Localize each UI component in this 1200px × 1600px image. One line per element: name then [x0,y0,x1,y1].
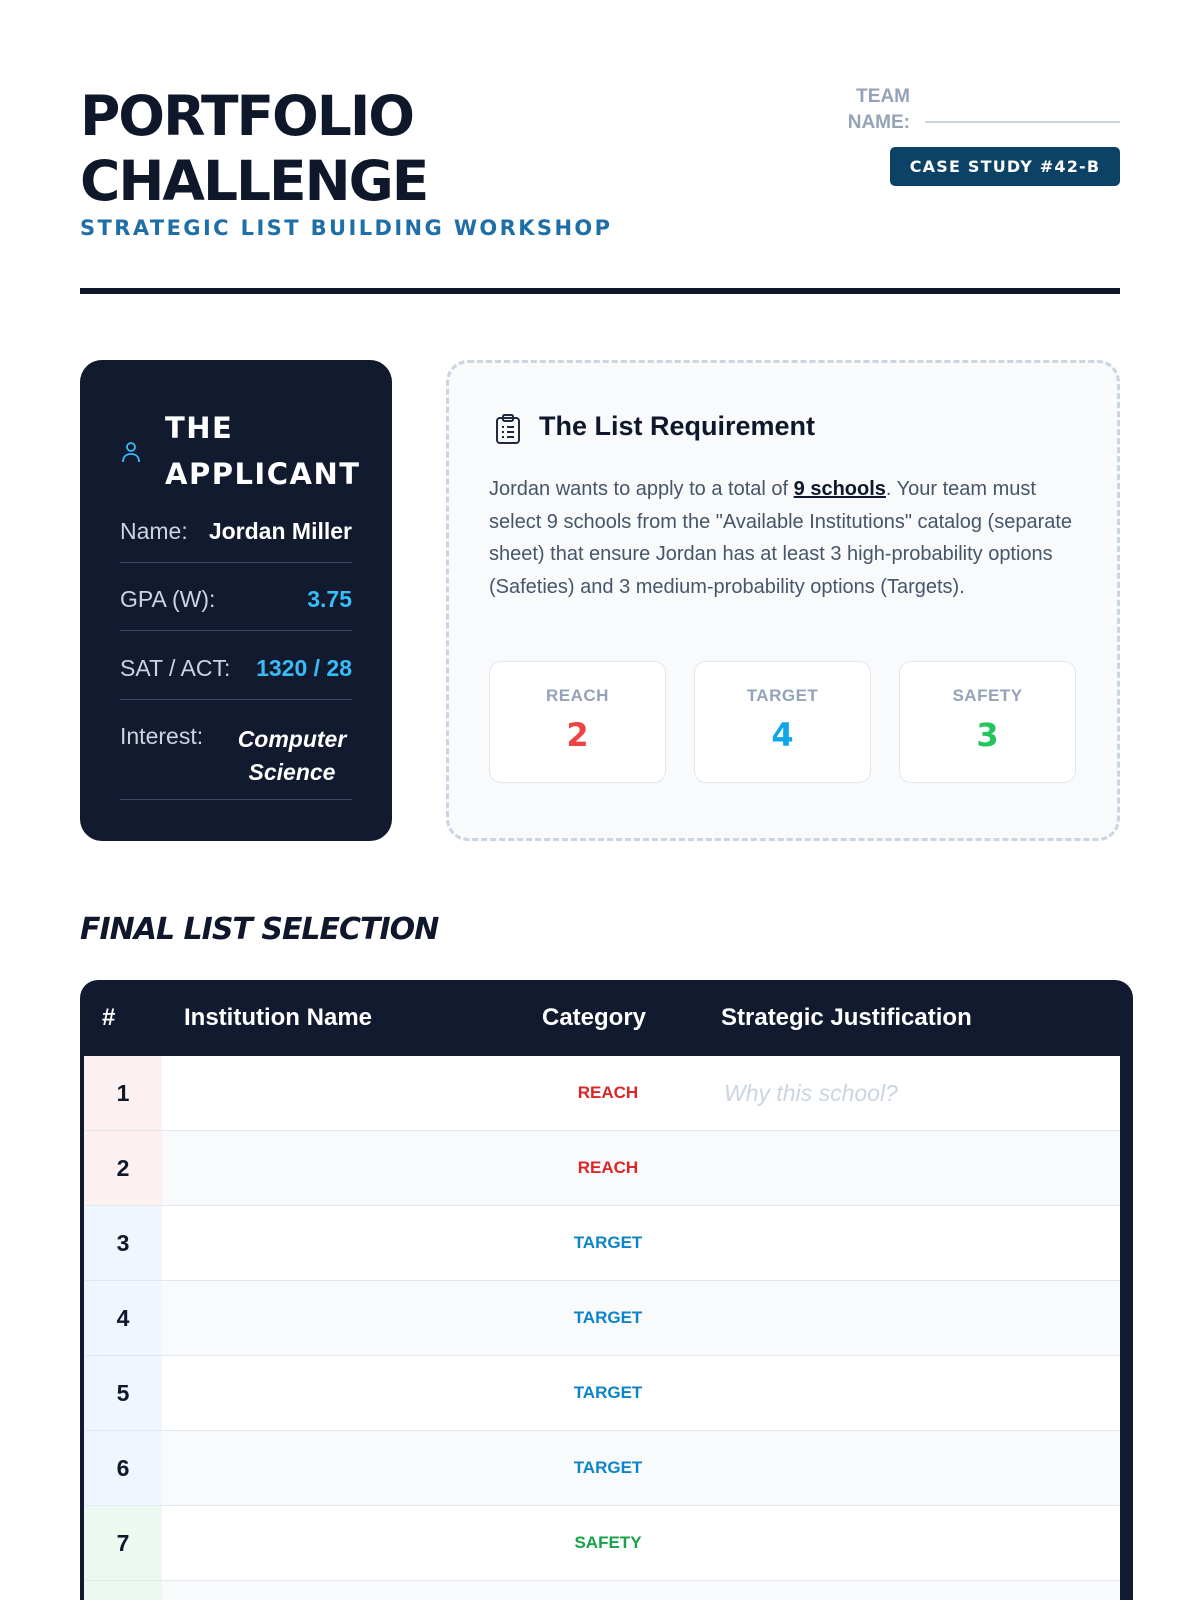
interest-label: Interest: [120,723,204,749]
row-category: TARGET [573,1233,643,1252]
team-name-area [840,84,1120,184]
row-number [84,1581,162,1600]
safety-count-label: SAFETY [952,686,1023,705]
table-header [80,980,1120,1056]
row-category: TARGET [573,1308,643,1327]
page-header [80,84,1120,294]
applicant-card [80,360,392,841]
gpa-value: 3.75 [307,586,352,612]
requirement-total-schools: 9 schools [793,478,886,500]
applicant-sat-row [120,655,352,700]
reach-count-label: REACH [546,686,609,705]
applicant-gpa-row [120,586,352,631]
title-line-1: PORTFOLIO [80,84,414,148]
header-divider [80,288,1120,294]
safety-count-value: 3 [976,716,999,754]
col-header-justification: Strategic Justification [721,1004,972,1031]
table-row [84,1431,1120,1506]
row-number: 4 [84,1281,162,1355]
team-name-field[interactable] [925,121,1120,123]
applicant-title [165,405,365,497]
row-category: TARGET [573,1458,643,1477]
clipboard-icon [494,413,522,445]
applicant-interest-row [120,723,352,800]
table-row [84,1581,1120,1600]
table-row [84,1056,1120,1131]
target-count-label: TARGET [746,686,819,705]
target-count-value: 4 [771,716,794,754]
table-row [84,1356,1120,1431]
interest-value-line-2: Science [248,759,336,785]
row-number: 5 [84,1356,162,1430]
team-label-line-2: NAME: [847,112,910,133]
row-category: SAFETY [574,1533,642,1552]
justification-input[interactable]: Why this school? [724,1080,898,1106]
target-count-card [694,661,871,783]
row-number: 7 [84,1506,162,1580]
table-row [84,1131,1120,1206]
reach-count-value: 2 [566,716,589,754]
row-number: 2 [84,1131,162,1205]
name-label: Name: [120,518,188,544]
applicant-title-line-2: APPLICANT [165,457,361,491]
name-value: Jordan Miller [208,518,352,544]
gpa-label: GPA (W): [120,586,216,612]
requirement-text-end: . Your team must select 9 schools from the "Available Institutions" catalog (separate sheet) that ensure Jordan has at least 3 high-probability options (Safeties) and 3 medium-probability options (Targets). [489,478,1073,598]
final-list-heading: FINAL LIST SELECTION [80,912,439,947]
sat-value: 1320 / 28 [256,655,352,681]
interest-value-line-1: Computer [237,726,347,752]
requirement-title: The List Requirement [539,411,816,441]
sat-label: SAT / ACT: [120,655,231,681]
row-category: TARGET [573,1383,643,1402]
applicant-name-row [120,518,352,563]
row-category: REACH [577,1083,639,1102]
team-name-label [840,84,910,136]
case-study-badge: CASE STUDY #42-B [890,147,1120,186]
col-header-number: # [102,1004,116,1031]
requirement-text [489,473,1089,603]
table-body [84,1056,1120,1600]
row-number: 6 [84,1431,162,1505]
col-header-category: Category [542,1004,647,1031]
table-row [84,1206,1120,1281]
row-category: REACH [577,1158,639,1177]
row-number: 1 [84,1056,162,1130]
title-line-2: CHALLENGE [80,149,428,213]
final-list-table [80,980,1133,1600]
row-number: 3 [84,1206,162,1280]
page-subtitle: STRATEGIC LIST BUILDING WORKSHOP [80,216,613,240]
table-row [84,1281,1120,1356]
team-label-line-1: TEAM [856,86,910,107]
list-requirement-card [446,360,1120,841]
safety-count-card [899,661,1076,783]
requirement-text-start: Jordan wants to apply to a total of [489,478,794,500]
reach-count-card [489,661,666,783]
applicant-title-line-1: THE [165,411,234,445]
table-row [84,1506,1120,1581]
col-header-institution: Institution Name [184,1004,373,1031]
interest-value [232,723,352,789]
user-icon [120,440,142,464]
